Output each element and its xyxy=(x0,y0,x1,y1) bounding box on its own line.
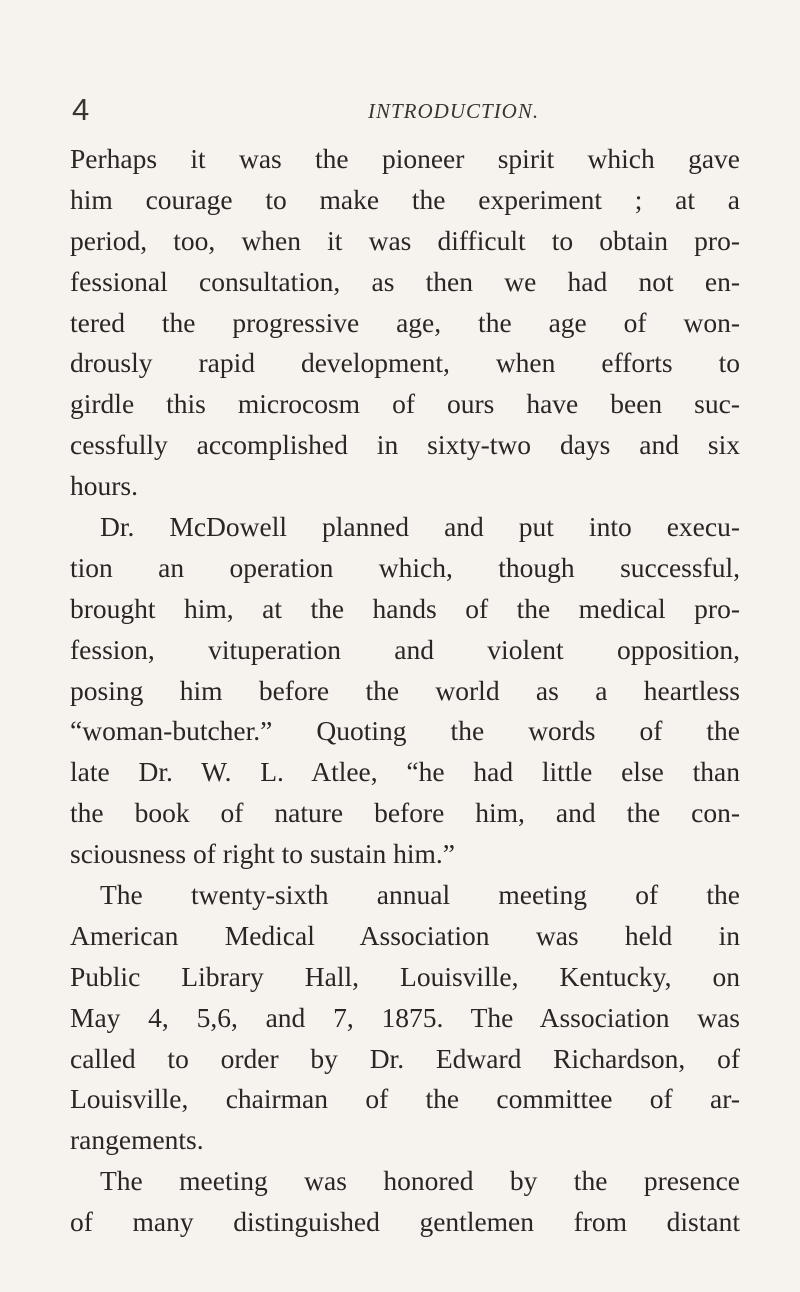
text-line: sciousness of right to sustain him.” xyxy=(70,838,455,870)
text-line: “woman-butcher.” Quoting the words of the xyxy=(70,715,740,747)
page-number: 4 xyxy=(72,92,90,127)
text-line: of many distinguished gentlemen from distant xyxy=(70,1206,740,1238)
text-line: the book of nature before him, and the con- xyxy=(70,797,740,829)
text-line: tion an operation which, though successful, xyxy=(70,551,740,583)
text-line: fessional consultation, as then we had not en- xyxy=(70,265,740,297)
text-line: tered the progressive age, the age of won- xyxy=(70,306,740,338)
text-line: fession, vituperation and violent opposition, xyxy=(70,633,740,665)
text-line: Dr. McDowell planned and put into execu- xyxy=(100,511,740,543)
text-line: hours. xyxy=(70,470,138,502)
text-line: him courage to make the experiment ; at a xyxy=(70,183,740,215)
running-head: INTRODUCTION. xyxy=(368,99,540,123)
text-line: called to order by Dr. Edward Richardson, of xyxy=(70,1042,740,1074)
text-line: girdle this microcosm of ours have been suc- xyxy=(70,388,740,420)
text-line: late Dr. W. L. Atlee, “he had little else than xyxy=(70,756,740,788)
text-line: period, too, when it was difficult to obtain pro- xyxy=(70,224,740,256)
text-line: Public Library Hall, Louisville, Kentucky, on xyxy=(70,960,740,992)
text-line: The meeting was honored by the presence xyxy=(100,1165,740,1197)
text-line: Louisville, chairman of the committee of ar- xyxy=(70,1083,740,1115)
text-line: The twenty-sixth annual meeting of the xyxy=(100,879,740,911)
page-header xyxy=(72,92,737,132)
text-line: brought him, at the hands of the medical pro- xyxy=(70,592,740,624)
body-text xyxy=(70,139,740,1243)
text-line: drously rapid development, when efforts to xyxy=(70,347,740,379)
text-line: posing him before the world as a heartless xyxy=(70,674,740,706)
text-line: May 4, 5,6, and 7, 1875. The Association was xyxy=(70,1001,740,1033)
text-line: Perhaps it was the pioneer spirit which gave xyxy=(70,143,740,174)
text-line: rangements. xyxy=(70,1124,204,1156)
text-line: cessfully accomplished in sixty-two days and six xyxy=(70,429,740,461)
text-line: American Medical Association was held in xyxy=(70,919,740,951)
